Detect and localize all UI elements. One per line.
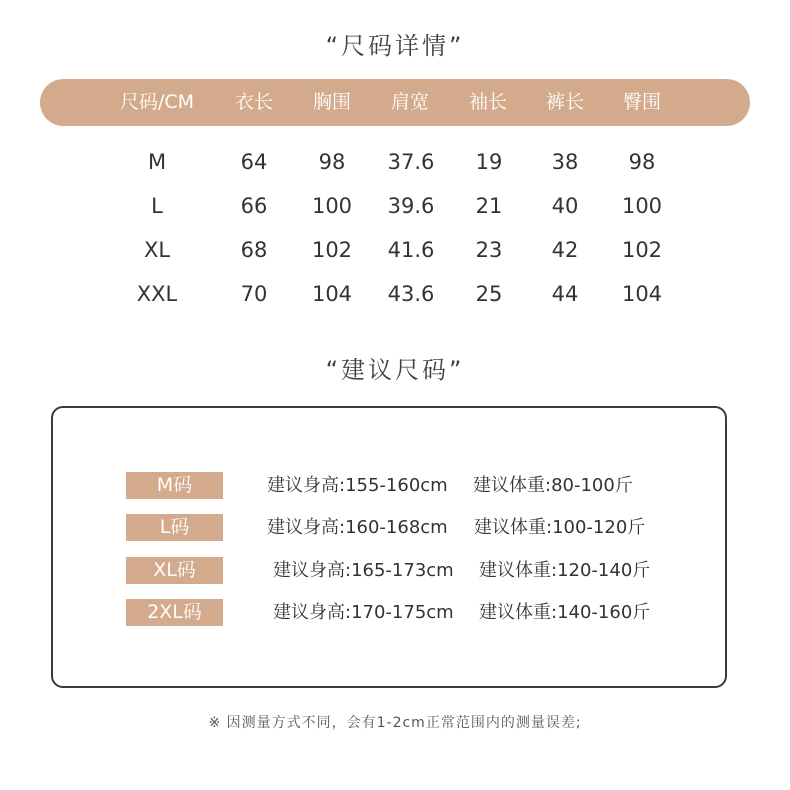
- header-chest: 胸围: [312, 91, 352, 113]
- recommended-height: 建议身高:170-175cm: [273, 602, 454, 623]
- table-cell: 98: [628, 150, 656, 174]
- measurement-note: ※ 因测量方式不同，会有1-2cm正常范围内的测量误差;: [208, 715, 582, 731]
- table-cell: 25: [475, 282, 503, 306]
- table-cell: XL: [143, 238, 171, 262]
- header-length: 衣长: [234, 91, 274, 113]
- recommended-height: 建议身高:155-160cm: [267, 475, 448, 496]
- size-detail-title: “尺码详情”: [325, 32, 465, 60]
- table-cell: L: [151, 194, 163, 218]
- table-cell: 37.6: [387, 150, 435, 174]
- table-row: [0, 191, 790, 221]
- table-cell: 40: [551, 194, 579, 218]
- table-cell: 66: [240, 194, 268, 218]
- header-pants: 裤长: [545, 91, 585, 113]
- table-cell: 102: [621, 238, 663, 262]
- table-cell: 64: [240, 150, 268, 174]
- header-shoulder: 肩宽: [390, 91, 430, 113]
- recommendation-row: [0, 514, 790, 542]
- size-table-header: [40, 79, 750, 126]
- table-cell: 102: [311, 238, 353, 262]
- table-cell: 104: [621, 282, 663, 306]
- table-cell: 104: [311, 282, 353, 306]
- table-cell: 41.6: [387, 238, 435, 262]
- recommended-height: 建议身高:165-173cm: [273, 560, 454, 581]
- header-hip: 臀围: [622, 91, 662, 113]
- table-cell: 70: [240, 282, 268, 306]
- size-tag: M码: [126, 472, 223, 499]
- header-sleeve: 袖长: [468, 91, 508, 113]
- recommend-size-title: “建议尺码”: [325, 356, 465, 384]
- size-tag: XL码: [126, 557, 223, 584]
- table-cell: 98: [318, 150, 346, 174]
- recommendation-row: [0, 599, 790, 627]
- table-cell: 43.6: [387, 282, 435, 306]
- table-row: [0, 279, 790, 309]
- table-cell: 100: [621, 194, 663, 218]
- table-cell: 42: [551, 238, 579, 262]
- table-cell: 68: [240, 238, 268, 262]
- recommendation-box: [51, 406, 727, 688]
- table-row: [0, 147, 790, 177]
- recommended-weight: 建议体重:140-160斤: [479, 602, 651, 623]
- size-tag: L码: [126, 514, 223, 541]
- table-cell: 39.6: [387, 194, 435, 218]
- table-cell: 19: [475, 150, 503, 174]
- table-cell: XXL: [136, 282, 178, 306]
- table-cell: 38: [551, 150, 579, 174]
- recommendation-row: [0, 557, 790, 585]
- table-cell: 44: [551, 282, 579, 306]
- recommendation-row: [0, 472, 790, 500]
- table-cell: 100: [311, 194, 353, 218]
- recommended-weight: 建议体重:100-120斤: [474, 517, 646, 538]
- size-tag: 2XL码: [126, 599, 223, 626]
- recommended-weight: 建议体重:120-140斤: [479, 560, 651, 581]
- table-cell: 23: [475, 238, 503, 262]
- table-cell: 21: [475, 194, 503, 218]
- recommended-height: 建议身高:160-168cm: [267, 517, 448, 538]
- table-cell: M: [147, 150, 167, 174]
- header-size: 尺码/CM: [119, 91, 195, 113]
- table-row: [0, 235, 790, 265]
- recommended-weight: 建议体重:80-100斤: [473, 475, 633, 496]
